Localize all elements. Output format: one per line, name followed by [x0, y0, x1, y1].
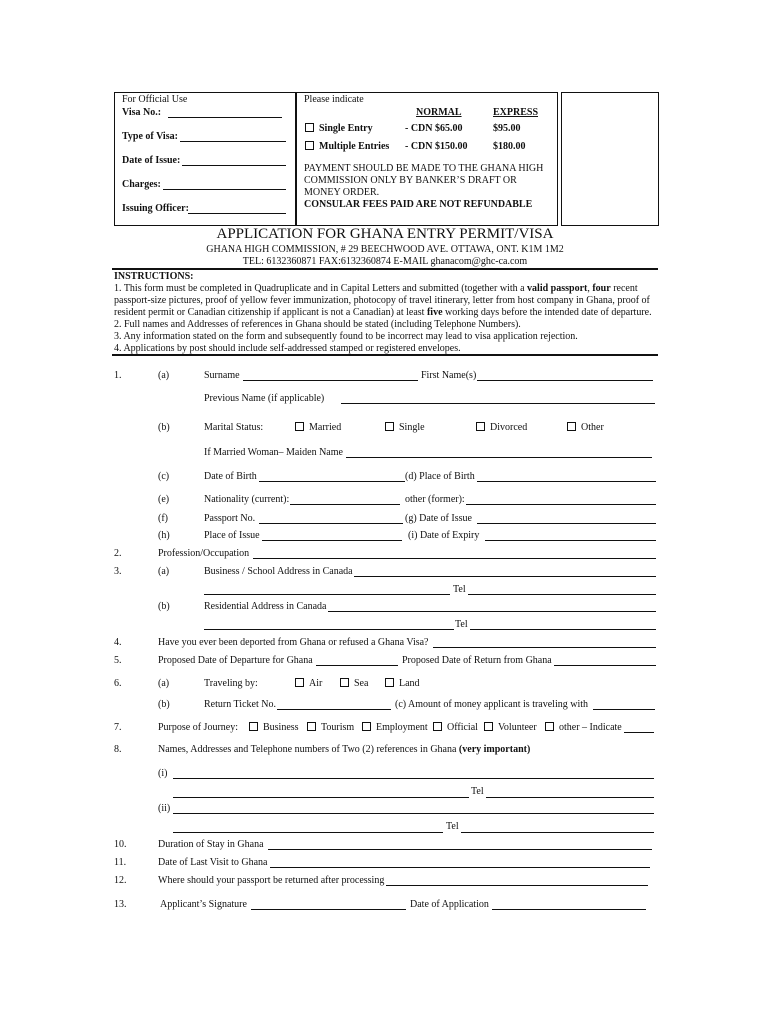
- return-ticket-label: Return Ticket No.: [204, 699, 276, 710]
- item-number-12: 12.: [114, 875, 127, 886]
- profession-label: Profession/Occupation: [158, 548, 250, 559]
- surname-label: Surname: [204, 370, 240, 381]
- item-number-3: 3.: [114, 566, 122, 577]
- money-label: (c) Amount of money applicant is traveling with: [395, 699, 589, 710]
- item-number-8: 8.: [114, 744, 122, 755]
- departure-field[interactable]: [316, 665, 398, 666]
- sea-checkbox[interactable]: [340, 678, 349, 687]
- single-express-fee: $95.00: [493, 123, 521, 134]
- residential-address-field-2[interactable]: [204, 629, 454, 630]
- item-1f: (f): [158, 513, 168, 524]
- other-purpose-checkbox[interactable]: [545, 722, 554, 731]
- photo-box: [561, 92, 659, 226]
- divorced-option[interactable]: Divorced: [476, 422, 527, 433]
- express-heading: EXPRESS: [493, 107, 539, 118]
- departure-label: Proposed Date of Departure for Ghana: [158, 655, 313, 666]
- divorced-checkbox[interactable]: [476, 422, 485, 431]
- multiple-entries-option[interactable]: Multiple Entries: [305, 141, 389, 152]
- other-marital-checkbox[interactable]: [567, 422, 576, 431]
- item-1c: (c): [158, 471, 170, 482]
- item-number-1: 1.: [114, 370, 122, 381]
- place-issue-field[interactable]: [262, 540, 402, 541]
- single-checkbox[interactable]: [385, 422, 394, 431]
- reference-ii-tel-field[interactable]: [461, 832, 654, 833]
- item-number-4: 4.: [114, 637, 122, 648]
- item-3a: (a): [158, 566, 170, 577]
- volunteer-checkbox[interactable]: [484, 722, 493, 731]
- passport-return-field[interactable]: [386, 885, 648, 886]
- item-number-10: 10.: [114, 839, 127, 850]
- date-issue-label: (g) Date of Issue: [405, 513, 472, 524]
- payment-line-3: MONEY ORDER.: [304, 187, 380, 198]
- business-tel-field[interactable]: [468, 594, 656, 595]
- issuing-officer-field[interactable]: [188, 213, 286, 214]
- type-of-visa-field[interactable]: [180, 141, 286, 142]
- purpose-label: Purpose of Journey:: [158, 722, 238, 733]
- maiden-name-field[interactable]: [346, 457, 652, 458]
- instructions-rule: [112, 354, 658, 356]
- reference-i-field[interactable]: [173, 778, 654, 779]
- surname-field[interactable]: [243, 380, 418, 381]
- instruction-1-line-2: passport-size pictures, proof of yellow fever immunization, photocopy of travel itinerary, letter from host company in Ghana, proof of: [114, 295, 650, 306]
- residential-address-field[interactable]: [328, 611, 656, 612]
- passport-no-label: Passport No.: [204, 513, 256, 524]
- business-address-field-2[interactable]: [204, 594, 450, 595]
- tourism-checkbox[interactable]: [307, 722, 316, 731]
- tourism-option[interactable]: Tourism: [307, 722, 354, 733]
- commission-address: GHANA HIGH COMMISSION, # 29 BEECHWOOD AVE. OTTAWA, ONT. K1M 1M2: [206, 244, 564, 255]
- traveling-by-label: Traveling by:: [204, 678, 258, 689]
- married-checkbox[interactable]: [295, 422, 304, 431]
- air-option[interactable]: Air: [295, 678, 322, 689]
- instruction-1: 1. This form must be completed in Quadruplicate and in Capital Letters and submitted (together with a valid passport, four recent: [114, 283, 638, 294]
- passport-return-label: Where should your passport be returned after processing: [158, 875, 385, 886]
- form-title: APPLICATION FOR GHANA ENTRY PERMIT/VISA: [216, 226, 554, 242]
- multiple-normal-fee: - CDN $150.00: [405, 141, 468, 152]
- please-indicate: Please indicate: [304, 94, 364, 105]
- air-checkbox[interactable]: [295, 678, 304, 687]
- item-number-13: 13.: [114, 899, 127, 910]
- employment-option[interactable]: Employment: [362, 722, 428, 733]
- official-use-heading: For Official Use: [122, 94, 188, 105]
- item-3b: (b): [158, 601, 170, 612]
- other-marital-option[interactable]: Other: [567, 422, 604, 433]
- volunteer-option[interactable]: Volunteer: [484, 722, 537, 733]
- references-label: Names, Addresses and Telephone numbers of Two (2) references in Ghana (very important): [158, 744, 531, 755]
- return-ticket-field[interactable]: [277, 709, 391, 710]
- business-address-label: Business / School Address in Canada: [204, 566, 353, 577]
- date-expiry-field[interactable]: [485, 540, 656, 541]
- reference-i-field-2[interactable]: [173, 797, 469, 798]
- land-checkbox[interactable]: [385, 678, 394, 687]
- employment-checkbox[interactable]: [362, 722, 371, 731]
- sea-option[interactable]: Sea: [340, 678, 368, 689]
- reference-ii-field[interactable]: [173, 813, 654, 814]
- last-visit-label: Date of Last Visit to Ghana: [158, 857, 268, 868]
- residential-tel-field[interactable]: [470, 629, 656, 630]
- item-number-11: 11.: [114, 857, 127, 868]
- deported-field[interactable]: [433, 647, 656, 648]
- signature-field[interactable]: [251, 909, 406, 910]
- other-former-field[interactable]: [466, 504, 656, 505]
- item-1b: (b): [158, 422, 170, 433]
- item-6a: (a): [158, 678, 170, 689]
- charges-field[interactable]: [163, 189, 286, 190]
- marital-status-label: Marital Status:: [204, 422, 264, 433]
- multiple-express-fee: $180.00: [493, 141, 526, 152]
- commission-contact: TEL: 6132360871 FAX:6132360874 E-MAIL ghanacom@ghc-ca.com: [242, 256, 528, 267]
- business-checkbox[interactable]: [249, 722, 258, 731]
- previous-name-label: Previous Name (if applicable): [204, 393, 325, 404]
- item-number-2: 2.: [114, 548, 122, 559]
- return-field[interactable]: [554, 665, 656, 666]
- other-purpose-option[interactable]: other – Indicate: [545, 722, 622, 733]
- residential-tel-label: Tel: [455, 619, 468, 630]
- issuing-officer-label: Issuing Officer:: [122, 203, 189, 214]
- charges-label: Charges:: [122, 179, 161, 190]
- nationality-field[interactable]: [290, 504, 400, 505]
- other-purpose-field[interactable]: [624, 732, 654, 733]
- date-expiry-label: (i) Date of Expiry: [408, 530, 480, 541]
- business-option[interactable]: Business: [249, 722, 299, 733]
- item-number-7: 7.: [114, 722, 122, 733]
- residential-address-label: Residential Address in Canada: [204, 601, 327, 612]
- date-application-label: Date of Application: [410, 899, 489, 910]
- duration-label: Duration of Stay in Ghana: [158, 839, 264, 850]
- date-of-issue-label: Date of Issue:: [122, 155, 181, 166]
- reference-ii-field-2[interactable]: [173, 832, 443, 833]
- previous-name-field[interactable]: [341, 403, 655, 404]
- payment-line-2: COMMISSION ONLY BY BANKER’S DRAFT OR: [304, 175, 517, 186]
- pob-label: (d) Place of Birth: [405, 471, 475, 482]
- instruction-1-line-3: resident permit or Canadian citizenship if applicant is not a Canadian) at least five working days before the intended date of departure.: [114, 307, 652, 318]
- business-address-field[interactable]: [354, 576, 656, 577]
- married-option[interactable]: Married: [295, 422, 341, 433]
- return-label: Proposed Date of Return from Ghana: [402, 655, 552, 666]
- item-6b: (b): [158, 699, 170, 710]
- reference-ii-label: (ii): [158, 803, 171, 814]
- reference-i-label: (i): [158, 768, 168, 779]
- other-former-label: other (former):: [405, 494, 465, 505]
- single-normal-fee: - CDN $65.00: [405, 123, 463, 134]
- multiple-entries-checkbox[interactable]: [305, 141, 314, 150]
- type-of-visa-label: Type of Visa:: [122, 131, 178, 142]
- reference-i-tel-field[interactable]: [486, 797, 654, 798]
- pob-field[interactable]: [477, 481, 656, 482]
- instruction-3: 3. Any information stated on the form and subsequently found to be incorrect may lead to visa application rejection.: [114, 331, 578, 342]
- reference-ii-tel-label: Tel: [446, 821, 459, 832]
- place-issue-label: Place of Issue: [204, 530, 260, 541]
- business-tel-label: Tel: [453, 584, 466, 595]
- single-entry-checkbox[interactable]: [305, 123, 314, 132]
- last-visit-field[interactable]: [270, 867, 650, 868]
- dob-field[interactable]: [259, 481, 405, 482]
- instruction-4: 4. Applications by post should include self-addressed stamped or registered envelopes.: [114, 343, 461, 354]
- instruction-2: 2. Full names and Addresses of references in Ghana should be stated (including Telephone Numbers).: [114, 319, 521, 330]
- profession-field[interactable]: [253, 558, 656, 559]
- dob-label: Date of Birth: [204, 471, 257, 482]
- item-number-6: 6.: [114, 678, 122, 689]
- normal-heading: NORMAL: [416, 107, 462, 118]
- money-field[interactable]: [593, 709, 655, 710]
- item-1a: (a): [158, 370, 170, 381]
- duration-field[interactable]: [268, 849, 652, 850]
- land-option[interactable]: Land: [385, 678, 420, 689]
- item-1e: (e): [158, 494, 170, 505]
- reference-i-tel-label: Tel: [471, 786, 484, 797]
- header-rule: [112, 268, 658, 270]
- payment-line-1: PAYMENT SHOULD BE MADE TO THE GHANA HIGH: [304, 163, 544, 174]
- not-refundable-notice: CONSULAR FEES PAID ARE NOT REFUNDABLE: [304, 199, 533, 210]
- deported-label: Have you ever been deported from Ghana or refused a Ghana Visa?: [158, 637, 429, 648]
- visa-no-label: Visa No.:: [122, 107, 162, 118]
- official-checkbox[interactable]: [433, 722, 442, 731]
- signature-label: Applicant’s Signature: [160, 899, 247, 910]
- instructions-heading: INSTRUCTIONS:: [114, 271, 194, 282]
- date-of-issue-field[interactable]: [182, 165, 286, 166]
- official-option[interactable]: Official: [433, 722, 478, 733]
- date-issue-field[interactable]: [477, 523, 656, 524]
- nationality-label: Nationality (current):: [204, 494, 290, 505]
- first-names-label: First Name(s): [421, 370, 477, 381]
- visa-no-field[interactable]: [168, 117, 282, 118]
- date-application-field[interactable]: [492, 909, 646, 910]
- passport-no-field[interactable]: [259, 523, 403, 524]
- maiden-name-label: If Married Woman– Maiden Name: [204, 447, 343, 458]
- first-names-field[interactable]: [477, 380, 653, 381]
- single-entry-option[interactable]: Single Entry: [305, 123, 373, 134]
- single-option[interactable]: Single: [385, 422, 425, 433]
- item-1h: (h): [158, 530, 170, 541]
- item-number-5: 5.: [114, 655, 122, 666]
